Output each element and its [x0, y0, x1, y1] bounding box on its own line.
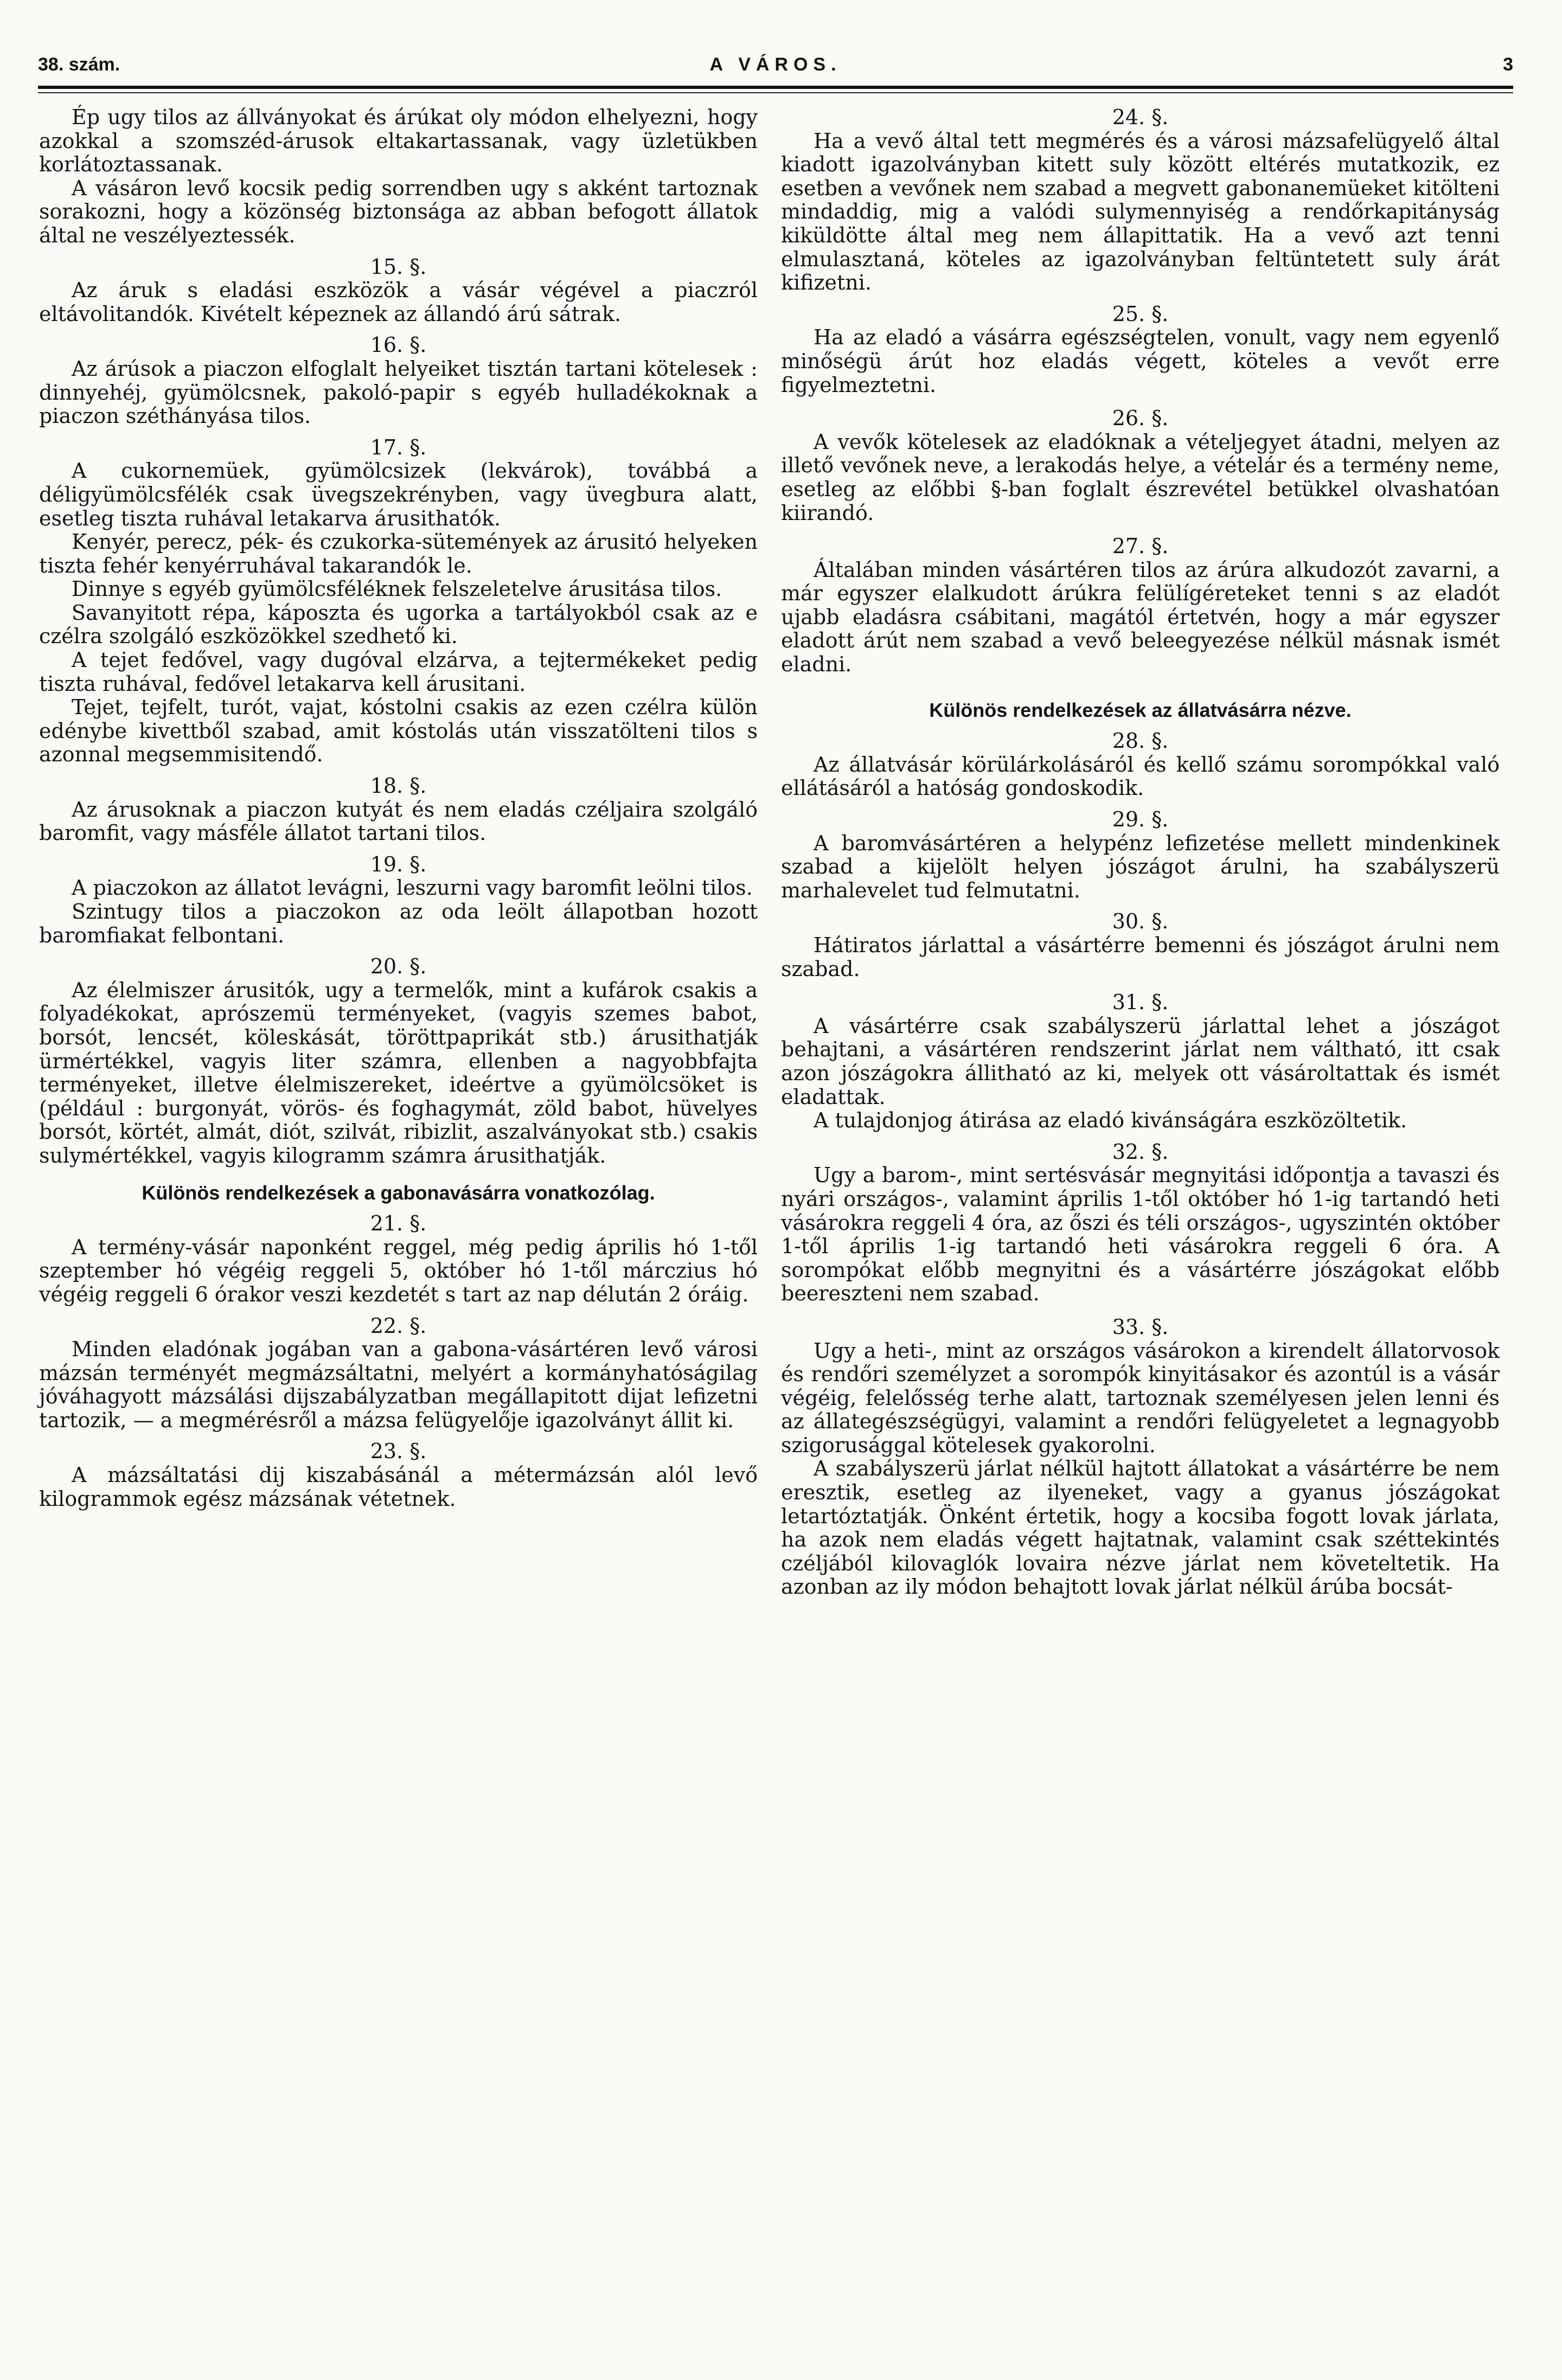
paragraph: A tejet fedővel, vagy dugóval elzárva, a tejtermékeket pedig tiszta ruhával, fedővel letakarva kell árusitani.: [39, 648, 758, 696]
header-rule-thin: [38, 92, 1513, 93]
paragraph: A piaczokon az állatot levágni, leszurni vagy baromfit leölni tilos.: [72, 876, 753, 900]
section-number: 22. §.: [370, 1313, 427, 1338]
left-column: [39, 106, 758, 1511]
section-number: 25. §.: [1112, 301, 1169, 326]
paragraph: Ha a vevő által tett megmérés és a városi mázsafelügyelő által kiadott igazolványban kitett suly között eltérés mutatkozik, ez esetben a vevőnek nem szabad a megvett gabonanemüeket kitölteni mindaddig, mig a valódi sulymennyiség a rendőrkapitányság kiküldötte által meg nem állapittatik. Ha a vevő azt tenni elmulasztaná, köteles az igazolványban feltüntetett suly árát kifizetni.: [781, 129, 1500, 295]
paragraph: A cukornemüek, gyümölcsizek (lekvárok), továbbá a déligyümölcsfélék csak üvegszekrényben, vagy üvegbura alatt, esetleg tiszta ruhával letakarva árusithatók.: [39, 459, 758, 530]
paragraph: Az árúsok a piaczon elfoglalt helyeiket tisztán tartani kötelesek : dinnyehéj, gyümölcsnek, pakoló-papir s egyéb hulladékoknak a piaczon széthányása tilos.: [39, 356, 758, 428]
paragraph: Kenyér, perecz, pék- és czukorka-sütemények az árusitó helyeken tiszta fehér kenyérruhával takarandók le.: [39, 530, 758, 578]
paragraph: Dinnye s egyéb gyümölcsféléknek felszeletelve árusitása tilos.: [72, 577, 722, 601]
section-number: 29. §.: [1112, 807, 1169, 832]
section-number: 32. §.: [1112, 1139, 1169, 1164]
paragraph: Savanyitott répa, káposzta és ugorka a tartályokból csak az e czélra szolgáló eszközökkel szedhető ki.: [39, 600, 758, 649]
paragraph: Ugy a heti-, mint az országos vásárokon a kirendelt állatorvosok és rendőri személyzet a sorompók kinyitásakor és azontúl is a vásár végéig, felelősség terhe alatt, tartoznak személyesen jelen lenni és az állategészségügyi, valamint a rendőri felügyeletet a legnagyobb szigorusággal kötelesek gyakorolni.: [781, 1338, 1500, 1457]
section-number: 17. §.: [370, 435, 427, 459]
paragraph: A mázsáltatási dij kiszabásánál a métermázsán alól levő kilogrammok egész mázsának vétetnek.: [39, 1463, 758, 1511]
section-heading: Különös rendelkezések a gabonavásárra vonatkozólag.: [142, 1181, 655, 1204]
section-number: 24. §.: [1112, 105, 1169, 129]
paragraph: Ugy a barom-, mint sertésvásár megnyitási időpontja a tavaszi és nyári országos-, valamint április 1-től október hó 1-ig tartandó heti vásárokra reggeli 4 óra, az őszi és téli országos-, ugyszintén október 1-től április 1-ig tartandó heti vásárokra reggeli 6 óra. A sorompókat előbb megnyitni és a vásártérre jószágokat előbb beereszteni nem szabad.: [781, 1163, 1500, 1306]
section-number: 33. §.: [1112, 1314, 1169, 1339]
paragraph: A szabályszerü járlat nélkül hajtott állatokat a vásártérre be nem eresztik, esetleg az ilyeneket, vagy a gyanus jószágokat letartóztatják. Önként értetik, hogy a kocsiba fogott lovak járlata, ha azok nem eladás végett hajtatnak, valamint csak széttekintés czéljából kilovaglók lovaira nézve járlat nem követeltetik. Ha azonban az ily módon behajtott lovak járlat nélkül árúba bocsát-: [781, 1457, 1500, 1599]
section-number: 18. §.: [370, 774, 427, 798]
section-number: 28. §.: [1112, 729, 1169, 753]
section-number: 21. §.: [370, 1211, 427, 1236]
paragraph: Az élelmiszer árusitók, ugy a termelők, mint a kufárok csakis a folyadékokat, aprószemü terményeket, (vagyis szemes babot, borsót, lencsét, köleskását, töröttpaprikát stb.) árusithatják ürmértékkel, vagyis liter számra, ellenben a nagyobbfajta terményeket, illetve élelmiszereket, ideértve a gyümölcsöket is (például : burgonyát, vörös- és foghagymát, zöld babot, hüvelyes borsót, körtét, almát, diót, szilvát, ribizlit, aszalványokat stb.) csakis sulymértékkel, vagyis kilogramm számra árusithatják.: [39, 978, 758, 1167]
paragraph: Az árusoknak a piaczon kutyát és nem eladás czéljaira szolgáló baromfit, vagy másféle állatot tartani tilos.: [39, 797, 758, 845]
section-number: 26. §.: [1112, 406, 1169, 431]
running-header: [38, 54, 1513, 82]
paragraph: Hátiratos járlattal a vásártérre bemenni és jószágot árulni nem szabad.: [781, 933, 1500, 981]
section-number: 15. §.: [370, 254, 427, 279]
section-number: 27. §.: [1112, 534, 1169, 559]
newspaper-title: A VÁROS.: [709, 54, 842, 75]
section-heading: Különös rendelkezések az állatvásárra nézve.: [929, 698, 1352, 721]
paragraph: A baromvásártéren a helypénz lefizetése mellett mindenkinek szabad a kijelölt helyen jószágot árulni, ha szabályszerü marhalevelet tud felmutatni.: [781, 831, 1500, 902]
paragraph: Ha az eladó a vásárra egészségtelen, vonult, vagy nem egyenlő minőségü árút hoz eladás végett, köteles a vevőt erre figyelmeztetni.: [781, 325, 1500, 397]
paragraph: A tulajdonjog átirása az eladó kivánságára eszközöltetik.: [814, 1108, 1407, 1133]
paragraph: Az áruk s eladási eszközök a vásár végével a piaczról eltávolitandók. Kivételt képeznek az állandó árú sátrak.: [39, 278, 758, 326]
section-number: 31. §.: [1112, 990, 1169, 1015]
section-number: 20. §.: [370, 954, 427, 979]
paragraph: Tejet, tejfelt, turót, vajat, kóstolni csakis az ezen czélra külön edénybe kivettből szabad, amit kóstolás után visszatölteni tilos s azonnal megsemmisitendő.: [39, 695, 758, 767]
paragraph: A vásáron levő kocsik pedig sorrendben ugy s akként tartoznak sorakozni, hogy a közönség biztonsága az abban befogott állatok által ne veszélyeztessék.: [39, 176, 758, 247]
header-rule: [38, 86, 1513, 89]
issue-number: 38. szám.: [38, 54, 120, 75]
section-number: 23. §.: [370, 1439, 427, 1464]
paragraph: A vevők kötelesek az eladóknak a vételjegyet átadni, melyen az illető vevőnek neve, a lerakodás helye, a vételár és a termény neme, esetleg az előbbi §-ban foglalt észrevétel betükkel olvashatóan kiirandó.: [781, 429, 1500, 525]
paragraph: Ép ugy tilos az állványokat és árúkat oly módon elhelyezni, hogy azokkal a szomszéd-árusok eltakartassanak, vagy üzletükben korlátoztassanak.: [39, 105, 758, 177]
section-number: 16. §.: [370, 333, 427, 357]
section-number: 30. §.: [1112, 909, 1169, 934]
paragraph: Minden eladónak jogában van a gabona-vásártéren levő városi mázsán terményét megmázsáltatni, melyért a kormányhatóságilag jóváhagyott mázsálási dijszabályzatban megállapitott dijat lefizetni tartozik, — a megmérésről a mázsa felügyelője igazolványt állit ki.: [39, 1337, 758, 1432]
page-number: 3: [1503, 54, 1513, 75]
right-column: [781, 106, 1500, 1599]
paragraph: Az állatvásár körülárkolásáról és kellő számu sorompókkal való ellátásáról a hatóság gondoskodik.: [781, 752, 1500, 800]
paragraph: Szintugy tilos a piaczokon az oda leölt állapotban hozott baromfiakat felbontani.: [39, 900, 758, 947]
paragraph: A vásártérre csak szabályszerü járlattal lehet a jószágot behajtani, a vásártéren rendszerint járlat nem váltható, itt csak azon jószágokra állitható az ki, melyek ott vásároltattak és ismét eladattak.: [781, 1013, 1500, 1109]
paragraph: Általában minden vásártéren tilos az árúra alkudozót zavarni, a már egyszer elalkudott árúkra felülígéreteket tenni s az eladót ujabb eladásra csábitani, magától értetvén, hogy a már egyszer eladott árút nem szabad a vevő beleegyezése nélkül másnak ismét eladni.: [781, 557, 1500, 677]
paragraph: A termény-vásár naponként reggel, még pedig április hó 1-től szeptember hó végéig reggeli 5, október hó 1-től márczius hó végéig reggeli 6 órakor veszi kezdetét s tart az nap délután 2 óráig.: [39, 1235, 758, 1306]
section-number: 19. §.: [370, 852, 427, 876]
